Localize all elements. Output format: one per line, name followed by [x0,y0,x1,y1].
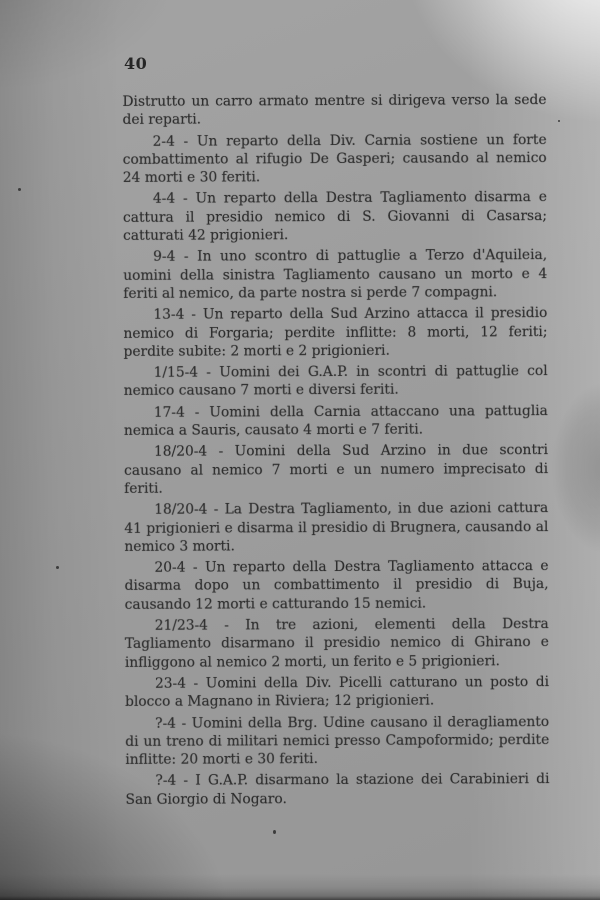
scan-speck [18,188,21,191]
page-number: 40 [124,54,148,73]
scan-speck [56,566,59,569]
paragraph: 4-4 - Un reparto della Destra Tagliamento disarma e cattura il presidio nemico di S. Giovanni di Casarsa; catturati 42 prigionieri. [122,189,548,245]
paragraph: 18/20-4 - Uomini della Sud Arzino in due scontri causano al nemico 7 morti e un numero imprecisato di feriti. [124,442,549,497]
paragraph: 1/15-4 - Uomini dei G.A.P. in scontri di pattuglie col nemico causano 7 morti e diversi feriti. [123,363,548,400]
scan-speck [273,830,276,834]
paragraph: ?-4 - Uomini della Brg. Udine causano il deragliamento di un treno di militari nemici presso Campoformido; perdite inflitte: 20 morti e 30 feriti. [125,713,550,769]
paragraph: 20-4 - Un reparto della Destra Tagliamento attacca e disarma dopo un combattimento il presidio di Buja, causando 12 morti e catturando 15 nemici. [124,558,549,613]
paragraph: 17-4 - Uomini della Carnia attaccano una pattuglia nemica a Sauris, causato 4 morti e 7 feriti. [123,402,548,439]
paragraph: Distrutto un carro armato mentre si dirigeva verso la sede dei reparti. [122,92,547,129]
paragraph: 2-4 - Un reparto della Div. Carnia sostiene un forte combattimento al rifugio De Gasperi; causando al nemico 24 morti e 30 feriti. [122,131,547,187]
paragraph: 21/23-4 - In tre azioni, elementi della Destra Tagliamento disarmano il presidio nemico di Ghirano e infliggono al nemico 2 morti, un ferito e 5 prigionieri. [124,616,549,671]
page-text-block [122,91,549,812]
paragraph: 13-4 - Un reparto della Sud Arzino attacca il presidio nemico di Forgaria; perdite inflitte: 8 morti, 12 feriti; perdite subite: 2 morti e 2 prigionieri. [123,305,548,360]
paragraph: 18/20-4 - La Destra Tagliamento, in due azioni cattura 41 prigionieri e disarma il presidio di Brugnera, causando al nemico 3 morti. [124,500,549,555]
scan-speck [558,120,560,122]
paragraph: 23-4 - Uomini della Div. Picelli catturano un posto di blocco a Magnano in Riviera; 12 prigionieri. [125,673,550,711]
paragraph: ?-4 - I G.A.P. disarmano la stazione dei Carabinieri di San Giorgio di Nogaro. [125,771,550,808]
paragraph: 9-4 - In uno scontro di pattuglie a Terzo d'Aquileia, uomini della sinistra Tagliamento causano un morto e 4 feriti al nemico, da parte nostra si perde 7 compagni. [123,247,548,302]
